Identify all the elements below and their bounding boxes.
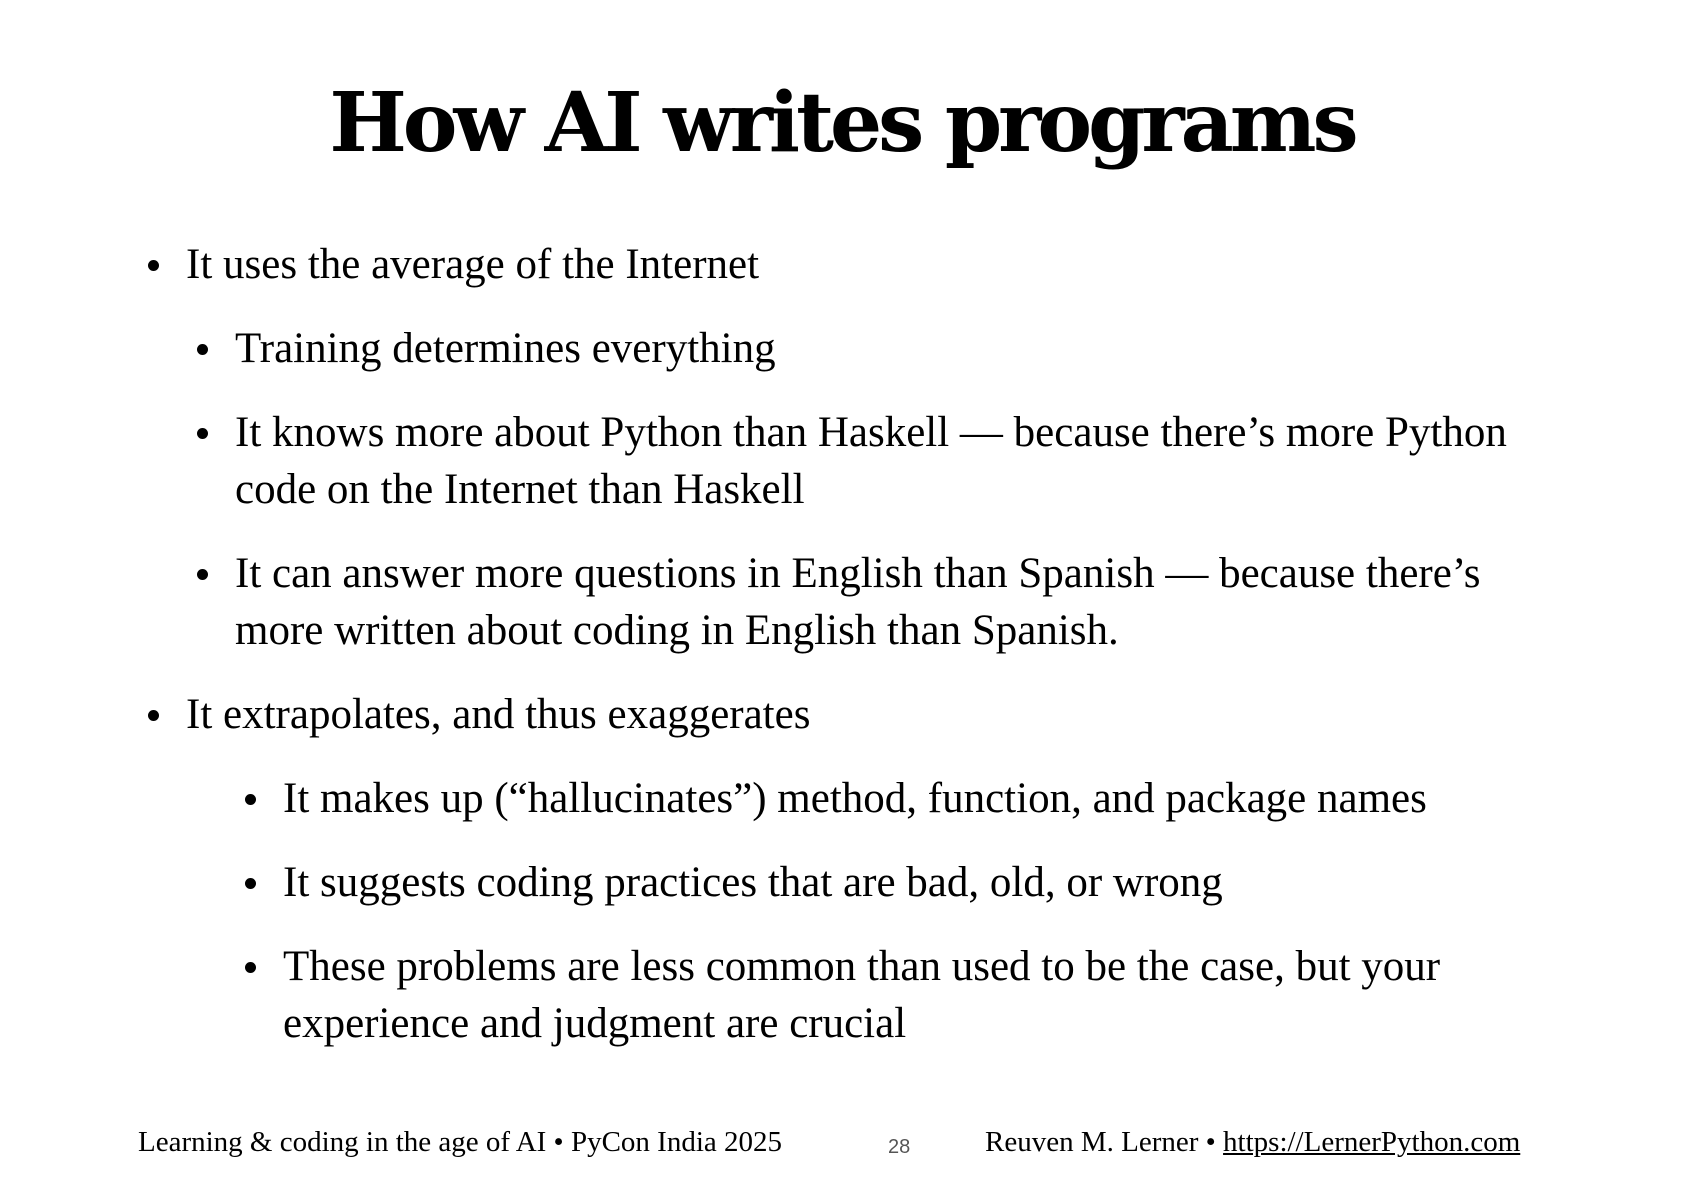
slide-title: How AI writes programs [329,75,1355,171]
sub-bullet-item [283,854,1613,911]
bullet-dot-icon [197,569,208,580]
author-name: Reuven M. Lerner • [985,1126,1224,1158]
bullet-text: These problems are less common than used to be the case, but your experience and judgment are crucial [283,943,1441,1047]
bullet-text: It extrapolates, and thus exaggerates [186,691,811,738]
bullet-text: It knows more about Python than Haskell — because there’s more Python code on the Internet than Haskell [235,409,1507,513]
bullet-text: It suggests coding practices that are bad, old, or wrong [283,859,1223,906]
footer-talk-title: Learning & coding in the age of AI • PyCon India 2025 [138,1126,783,1158]
bullet-text: It makes up (“hallucinates”) method, function, and package names [283,775,1427,822]
bullet-dot-icon [197,344,208,355]
bullet-dot-icon [148,260,159,271]
bullet-item [186,686,1586,743]
bullet-item [186,236,1586,293]
bullet-dot-icon [197,428,208,439]
sub-bullet-item [283,938,1613,1052]
website-link[interactable]: https://LernerPython.com [1223,1126,1521,1158]
bullet-dot-icon [245,794,256,805]
bullet-dot-icon [245,962,256,973]
sub-bullet-item [235,545,1575,659]
bullet-dot-icon [245,878,256,889]
bullet-text: It uses the average of the Internet [186,241,760,288]
page-number: 28 [888,1136,911,1158]
sub-bullet-item [283,770,1613,827]
sub-bullet-item [235,404,1575,518]
bullet-dot-icon [148,710,159,721]
bullet-text: It can answer more questions in English than Spanish — because there’s more written about coding in English than Spanish. [235,550,1481,654]
footer-author [985,1126,1520,1158]
bullet-text: Training determines everything [235,325,776,372]
sub-bullet-item [235,320,1575,377]
